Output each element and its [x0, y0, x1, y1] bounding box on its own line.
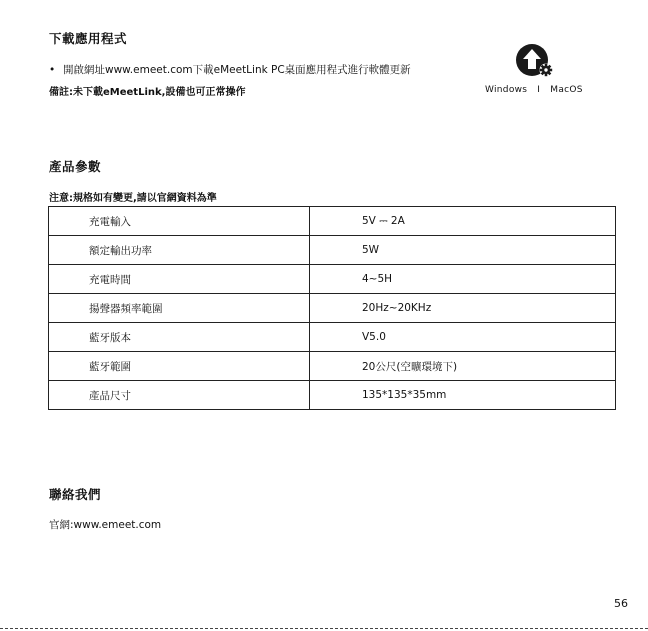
- specs-note: 注意:規格如有變更,請以官網資料為準: [49, 193, 217, 204]
- spec-value: V5.0: [310, 323, 616, 352]
- spec-value: 20Hz~20KHz: [310, 294, 616, 323]
- spec-label: 充電時間: [49, 265, 310, 294]
- download-instruction-text: 開啟網址www.emeet.com下載eMeetLink PC桌面應用程式進行軟體更新: [63, 64, 411, 76]
- download-section-title: 下載應用程式: [49, 31, 128, 46]
- spec-label: 充電輸入: [49, 207, 310, 236]
- spec-label: 藍牙版本: [49, 323, 310, 352]
- official-website: 官網:www.emeet.com: [49, 519, 162, 531]
- spec-label: 額定輸出功率: [49, 236, 310, 265]
- spec-label: 產品尺寸: [49, 381, 310, 410]
- upload-gear-icon: [515, 43, 555, 79]
- table-row: [49, 294, 616, 323]
- download-note: 備註:未下載eMeetLink,設備也可正常操作: [49, 87, 246, 98]
- os-windows: Windows: [485, 85, 528, 95]
- spec-value: 4~5H: [310, 265, 616, 294]
- table-row: [49, 207, 616, 236]
- os-support: [485, 85, 583, 95]
- spec-value: 5W: [310, 236, 616, 265]
- bullet: •: [49, 64, 56, 76]
- os-macos: MacOS: [550, 85, 583, 95]
- spec-label: 揚聲器頻率範圍: [49, 294, 310, 323]
- table-row: [49, 323, 616, 352]
- download-instruction: [49, 62, 411, 77]
- specs-section-title: 產品參數: [49, 159, 102, 174]
- table-row: [49, 265, 616, 294]
- os-separator: I: [537, 85, 541, 95]
- page-number: 56: [614, 597, 628, 610]
- spec-label: 藍牙範圍: [49, 352, 310, 381]
- table-row: [49, 236, 616, 265]
- table-row: [49, 381, 616, 410]
- table-row: [49, 352, 616, 381]
- spec-value: 135*135*35mm: [310, 381, 616, 410]
- page-bottom-divider: [0, 628, 648, 629]
- contact-section-title: 聯絡我們: [49, 487, 102, 502]
- spec-value: 5V ⎓ 2A: [310, 207, 616, 236]
- specs-table: [48, 206, 616, 410]
- spec-value: 20公尺(空曠環境下): [310, 352, 616, 381]
